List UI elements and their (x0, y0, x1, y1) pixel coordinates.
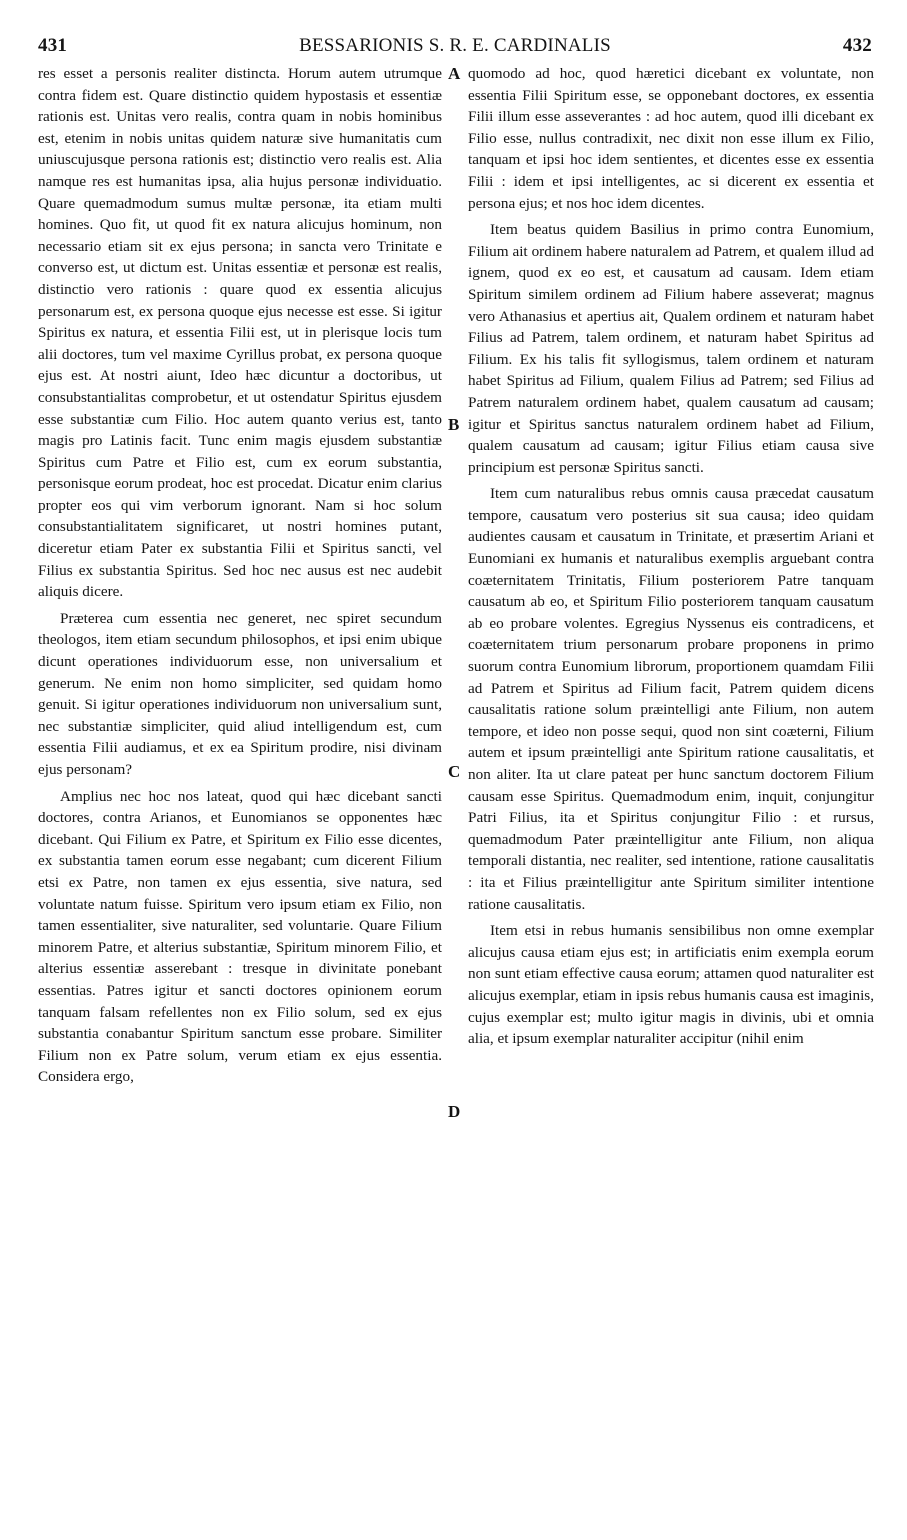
right-paragraph-2: Item beatus quidem Basilius in primo contra Eunomium, Filium ait ordinem habere naturalem ad Patrem, et qualem illud ad ignem, quod ex eo est, et causatum ad causam. Idem etiam Spiritum similem ordinem ad Filium habere asseverat; magnus vero Athanasius et apertius ait, Qualem ordinem et naturam habet Filius ad Patrem, talem ordinem, et naturam habet Spiritus ad Filium. Ex his talis fit syllogismus, talem ordinem et naturam habet Spiritus ad Filium, qualem Filius ad Patrem; sed Filius ad Patrem naturalem ordinem habet, qualem causatum ad causam; igitur et Spiritus sanctus naturalem ordinem habet ad Filium, qualem causatum ad causam; igitur Filius etiam causa sive principium est personæ Spiritus sancti. (468, 221, 874, 476)
left-column (38, 63, 442, 1088)
right-paragraph-1: quomodo ad hoc, quod hæretici dicebant ex voluntate, non essentia Filii Spiritum esse, se opponebant doctores, ex essentia Filii illum esse asseverantes : ad hoc autem, quod illi dicebant ex Filio esse, nullus contradixit, nec dixit non esse illum ex Filio, tanquam et ipsi hoc idem sentientes, et dicentes esse ex essentia Filii : idem et ipsi intelligentes, ac si dicerent ex essentia et persona ejus; et nos hoc idem dicentes. (468, 65, 874, 212)
margin-marker-d: D (448, 1102, 461, 1121)
right-column (468, 63, 874, 1050)
running-title: BESSARIONIS S. R. E. CARDINALIS (299, 35, 611, 56)
left-paragraph-2: Præterea cum essentia nec generet, nec spiret secundum theologos, item etiam secundum philosophos, et ipsi enim ubique dicunt operationes individuorum esse, non universalium et generum. Ne enim non homo simpliciter, sed quidam homo genuit. Si igitur operationes individuorum non universalium sunt, nec substantiæ simpliciter, quid aliud intelligendum est, cum essentia Filii audiamus, et ex ea Spiritum prodire, nisi divinam ejus personam? (38, 609, 442, 778)
left-paragraph-3: Amplius nec hoc nos lateat, quod qui hæc dicebant sancti doctores, contra Arianos, et Eunomianos se opponentes hæc dicebant. Qui Filium ex Patre, et Spiritum ex Filio esse dicentes, ex substantia tamen eorum esse negabant; cum dicerent Filium etsi ex Patre, non tamen ex ejus essentia, sive natura, sed voluntate natum fuisse. Spiritum vero ipsum etiam ex Filio, non tamen essentialiter, sive naturaliter, sed voluntarie. Quare Filium minorem Patre, et alterius substantiæ, Spiritum minorem Filio, et alterius essentiæ asserebant : tresque in divinitate ponebant essentias. Patres igitur et sancti doctores opinionem eorum tanquam falsam refellentes non ex Filio solum, sed ex ejus substantia conabantur Spiritum sanctum esse probare. Similiter Filium non ex Patre solum, verum etiam ex ejus essentia. Considera ergo, (38, 787, 442, 1086)
left-paragraph-1: res esset a personis realiter distincta. Horum autem utrumque contra fidem est. Quare distinctio quidem hypostasis et essentiæ rationis est. Unitas vero realis, contra quam in nobis hominibus est, etenim in nobis unitas quidem naturæ sive humanitatis cum uniuscujusque persona rationis est; distinctio vero realis est. Alia namque res est humanitas ipsa, alia hujus personæ individuatio. Quare quemadmodum sumus multæ personæ, ita etiam multi homines. Quo fit, ut quod fit ex natura alicujus hominum, non necessario etiam sit ex ejus persona; in sancta vero Trinitate e converso est, ut dictum est. Unitas essentiæ et personæ est realis, distinctio vero rationis : quare quod ex essentia alicujus personarum est, ex persona quoque ejus necesse est esse. Si igitur Spiritus ex natura, et essentia Filii est, ut in plerisque locis tum alii doctores, tum vel maxime Cyrillus probat, ex persona quoque ejus est. At nostri aiunt, Ideo hæc dicuntur a doctoribus, ut consubstantialitas comprobetur, et ut ostendatur Spiritus ejusdem esse substantiæ cum Filio. Hoc autem quanto verius est, tanto magis pro Latinis facit. Tunc enim magis ejusdem substantiæ Spiritus cum Patre et Filio est, cum ex eorum substantia, personisque eorum prodeat, hoc est procedat. Dicatur enim clarius propter eos qui vim verborum ignorant. Nam si hoc solum consubstantialitatem significaret, ut nostri homines putant, diceretur etiam Pater ex substantia Filii et Spiritus sancti, vel Filius ex substantia Spiritus. Sed hoc nec ausus est nec audebit aliquis dicere. (38, 65, 442, 601)
page-number-left: 431 (38, 35, 68, 56)
margin-marker-c: C (448, 762, 461, 781)
margin-marker-a: A (448, 64, 461, 83)
margin-marker-b: B (448, 415, 460, 434)
page-number-right: 432 (842, 35, 872, 56)
right-paragraph-4: Item etsi in rebus humanis sensibilibus non omne exemplar alicujus causa etiam ejus est; in artificiatis enim exempla eorum non sunt etiam effective causa eorum; attamen quod naturaliter est alicujus exemplar, etiam in ipsis rebus humanis causa est imaginis, cujus exemplar est; multo igitur magis in divinis, ubi et omnia alia, et ipsum exemplar naturaliter accipitur (nihil enim (468, 922, 874, 1048)
right-paragraph-3: Item cum naturalibus rebus omnis causa præcedat causatum tempore, causatum vero posterius sit sua causa; ideo quidam audientes causam et causatum in Trinitate, et præsertim Ariani et Eunomiani ex humanis et naturalibus exemplis arguebant contra coæternitatem Trinitatis, Filium posteriorem Patre tanquam causatum ab eo, et Spiritum Filio posteriorem tanquam causatum ab eo probare volentes. Egregius Nyssenus eis contradicens, et coæternitatem trium personarum probare proponens in primo suorum contra Eunomium librorum, proportionem quamdam Filii ad Patrem et Spiritus ad Filium facit, Patrem quidem dicens causalitatis ratione solum præintelligi ante Filium, non autem tempore, et ideo non posse sequi, quod non sint coæterni, Filium autem et ipsum præintelligi ante Spiritum ratione causalitatis, et non aliter. Ita ut clare pateat per hunc sanctum doctorem Filium causam esse Spiritus. Quemadmodum enim, inquit, conjungitur Patri Filius, ita et Spiritus conjungitur Filio : et rursus, quemadmodum Pater præintelligitur ante Filium, non aliqua temporali distantia, nec realiter, sed intentione, ratione causalitatis : ita et Filius præintelligitur ante Spiritum similiter intentione ratione causalitatis. (468, 485, 874, 913)
page-header (38, 34, 872, 64)
